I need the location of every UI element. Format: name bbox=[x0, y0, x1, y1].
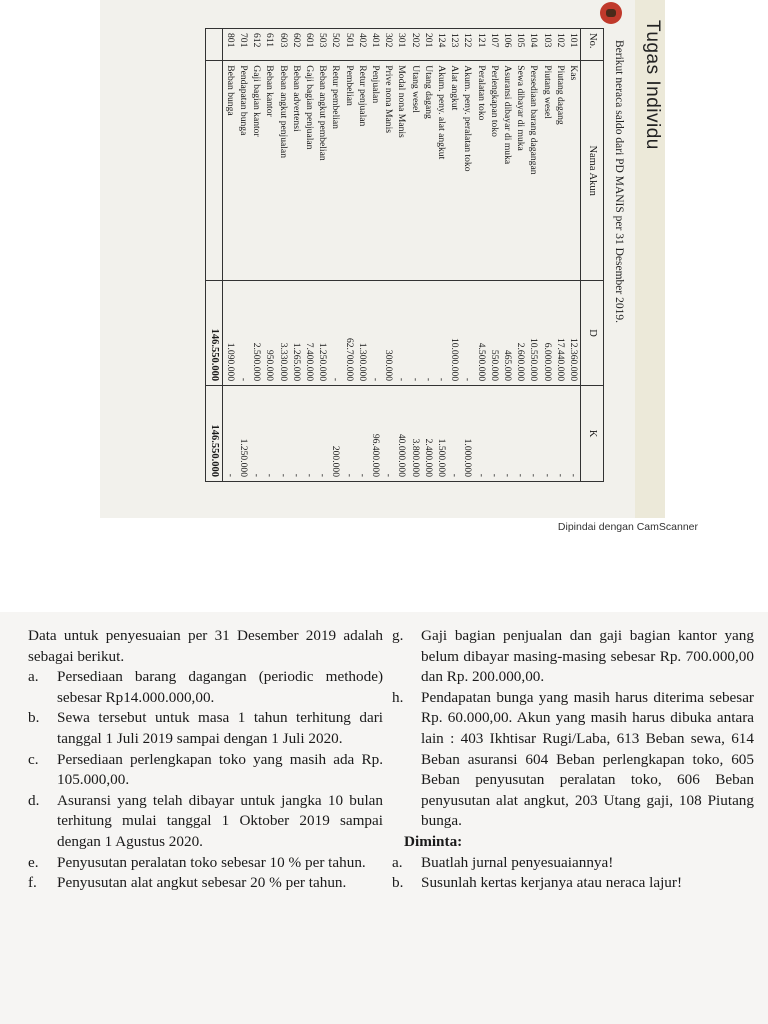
table-row bbox=[421, 29, 434, 482]
left-column bbox=[28, 626, 383, 894]
cell-debit: 3.330.000 bbox=[276, 281, 289, 386]
cell-account-no: 701 bbox=[237, 29, 250, 61]
cell-debit: 4.500.000 bbox=[474, 281, 487, 386]
cell-debit: 7.400.000 bbox=[303, 281, 316, 386]
cell-credit: - bbox=[223, 386, 237, 482]
cell-credit: - bbox=[514, 386, 527, 482]
cell-debit: 62.700.000 bbox=[342, 281, 355, 386]
diminta-heading: Diminta: bbox=[404, 832, 463, 850]
col-header-credit: K bbox=[581, 386, 604, 482]
col-header-no: No. bbox=[581, 29, 604, 61]
list-item bbox=[28, 873, 383, 894]
cell-account-name: Utang wesel bbox=[408, 61, 421, 281]
cell-debit: 1.090.000 bbox=[223, 281, 237, 386]
table-row bbox=[567, 29, 581, 482]
cell-account-name: Penjualan bbox=[369, 61, 382, 281]
list-item-label: a. bbox=[28, 668, 39, 686]
total-blank-no bbox=[206, 29, 223, 61]
cell-debit: - bbox=[395, 281, 408, 386]
table-row bbox=[237, 29, 250, 482]
cell-debit: 1.250.000 bbox=[316, 281, 329, 386]
cell-account-no: 611 bbox=[263, 29, 276, 61]
cell-account-name: Gaji bagian kantor bbox=[250, 61, 263, 281]
cell-account-no: 601 bbox=[303, 29, 316, 61]
book-page bbox=[0, 612, 768, 1024]
cell-account-no: 106 bbox=[501, 29, 514, 61]
table-row bbox=[487, 29, 500, 482]
cell-account-no: 201 bbox=[421, 29, 434, 61]
total-blank-name bbox=[206, 61, 223, 281]
cell-credit: - bbox=[567, 386, 581, 482]
cell-credit: 40.000.000 bbox=[395, 386, 408, 482]
list-item-text: Penyusutan peralatan toko sebesar 10 % per tahun. bbox=[57, 853, 366, 871]
table-row bbox=[276, 29, 289, 482]
cell-debit: 6.000.000 bbox=[540, 281, 553, 386]
cell-account-no: 107 bbox=[487, 29, 500, 61]
diminta-list bbox=[392, 853, 754, 894]
table-row bbox=[501, 29, 514, 482]
total-debit: 146.550.000 bbox=[206, 281, 223, 386]
table-row bbox=[474, 29, 487, 482]
adjustment-list-right bbox=[392, 626, 754, 832]
cell-account-no: 501 bbox=[342, 29, 355, 61]
cell-debit: 950.000 bbox=[263, 281, 276, 386]
table-row bbox=[316, 29, 329, 482]
cell-debit: 2.500.000 bbox=[250, 281, 263, 386]
table-row bbox=[448, 29, 461, 482]
cell-account-no: 124 bbox=[435, 29, 448, 61]
cell-debit: - bbox=[408, 281, 421, 386]
list-item-text: Gaji bagian penjualan dan gaji bagian kantor yang belum dibayar masing-masing sebesar Rp. 700.000,00 dan Rp. 200.000,00. bbox=[421, 627, 754, 686]
list-item bbox=[392, 873, 754, 894]
cell-debit: 1.300.000 bbox=[355, 281, 368, 386]
trial-balance-table bbox=[205, 28, 604, 482]
list-item bbox=[28, 853, 383, 874]
cell-account-name: Prive nona Manis bbox=[382, 61, 395, 281]
cell-account-name: Perlengkapan toko bbox=[487, 61, 500, 281]
cell-credit: 1.000.000 bbox=[461, 386, 474, 482]
cell-account-no: 801 bbox=[223, 29, 237, 61]
list-item-text: Persediaan perlengkapan toko yang masih ada Rp. 105.000,00. bbox=[57, 750, 383, 789]
cell-credit: - bbox=[303, 386, 316, 482]
cell-account-no: 603 bbox=[276, 29, 289, 61]
table-row bbox=[540, 29, 553, 482]
cell-debit: - bbox=[435, 281, 448, 386]
cell-account-name: Beban advertensi bbox=[289, 61, 302, 281]
table-row bbox=[329, 29, 342, 482]
table-row bbox=[263, 29, 276, 482]
list-item-text: Pendapatan bunga yang masih harus diterima sebesar Rp. 60.000,00. Akun yang masih harus dibuka antara lain : 403 Ikhtisar Rugi/Laba, 613 Beban sewa, 614 Beban asuransi 604 Beban perlengkapan toko, 605 Beban penyusutan peralatan toko, 606 Beban penyusutan alat angkut, 203 Utang gaji, 108 Piutang bunga. bbox=[421, 688, 754, 830]
table-body bbox=[223, 29, 581, 482]
table-row bbox=[408, 29, 421, 482]
cell-account-no: 101 bbox=[567, 29, 581, 61]
total-credit: 146.550.000 bbox=[206, 386, 223, 482]
cell-debit: - bbox=[369, 281, 382, 386]
list-item-label: c. bbox=[28, 750, 39, 768]
cell-credit: - bbox=[382, 386, 395, 482]
table-row bbox=[355, 29, 368, 482]
cell-credit: 3.800.000 bbox=[408, 386, 421, 482]
list-item bbox=[28, 667, 383, 708]
cell-account-name: Pendapatan bunga bbox=[237, 61, 250, 281]
cell-credit: 96.400.000 bbox=[369, 386, 382, 482]
cell-debit: 465.000 bbox=[501, 281, 514, 386]
cell-account-name: Beban angkut penjualan bbox=[276, 61, 289, 281]
table-row bbox=[289, 29, 302, 482]
cell-debit: - bbox=[237, 281, 250, 386]
cell-credit: 200.000 bbox=[329, 386, 342, 482]
list-item-text: Asuransi yang telah dibayar untuk jangka 10 bulan terhitung mulai tanggal 1 Oktober 2019 sampai dengan 1 Agustus 2020. bbox=[57, 791, 383, 850]
table-row bbox=[223, 29, 237, 482]
cell-account-no: 302 bbox=[382, 29, 395, 61]
cell-account-name: Peralatan toko bbox=[474, 61, 487, 281]
cell-account-name: Modal nona Manis bbox=[395, 61, 408, 281]
cell-account-name: Beban bunga bbox=[223, 61, 237, 281]
cell-account-name: Beban kantor bbox=[263, 61, 276, 281]
cell-account-name: Kas bbox=[567, 61, 581, 281]
cell-account-name: Retur pembelian bbox=[329, 61, 342, 281]
list-item-label: e. bbox=[28, 853, 39, 871]
cell-account-name: Pembelian bbox=[342, 61, 355, 281]
cell-account-no: 503 bbox=[316, 29, 329, 61]
cell-account-name: Akum. peny. peralatan toko bbox=[461, 61, 474, 281]
cell-credit: - bbox=[289, 386, 302, 482]
right-column bbox=[392, 626, 754, 894]
cell-credit: - bbox=[527, 386, 540, 482]
cell-credit: 1.500.000 bbox=[435, 386, 448, 482]
cell-account-no: 122 bbox=[461, 29, 474, 61]
cell-debit: 17.440.000 bbox=[553, 281, 566, 386]
table-header-row bbox=[581, 29, 604, 482]
list-item-label: a. bbox=[392, 853, 403, 871]
list-item-label: b. bbox=[392, 874, 404, 892]
table-row bbox=[395, 29, 408, 482]
cell-debit: 1.265.000 bbox=[289, 281, 302, 386]
cell-debit: 10.550.000 bbox=[527, 281, 540, 386]
cell-account-name: Retur penjualan bbox=[355, 61, 368, 281]
cell-account-no: 102 bbox=[553, 29, 566, 61]
cell-account-name: Asuransi dibayar di muka bbox=[501, 61, 514, 281]
table-row bbox=[461, 29, 474, 482]
camscanner-watermark: Dipindai dengan CamScanner bbox=[557, 521, 698, 533]
table-row bbox=[527, 29, 540, 482]
table-total-row bbox=[206, 29, 223, 482]
cell-credit: - bbox=[448, 386, 461, 482]
cell-account-no: 103 bbox=[540, 29, 553, 61]
cell-credit: - bbox=[487, 386, 500, 482]
cell-debit: - bbox=[461, 281, 474, 386]
cell-account-no: 402 bbox=[355, 29, 368, 61]
cell-account-name: Piutang dagang bbox=[553, 61, 566, 281]
cell-account-name: Alat angkut bbox=[448, 61, 461, 281]
cell-debit: - bbox=[421, 281, 434, 386]
table-row bbox=[369, 29, 382, 482]
cell-credit: - bbox=[342, 386, 355, 482]
cell-credit: - bbox=[250, 386, 263, 482]
scan-intro: Berikut neraca saldo dari PD MANIS per 31 Desember 2019. bbox=[613, 40, 625, 323]
cell-credit: - bbox=[263, 386, 276, 482]
cell-credit: - bbox=[553, 386, 566, 482]
list-item-text: Persediaan barang dagangan (periodic methode) sebesar Rp14.000.000,00. bbox=[57, 668, 383, 706]
table-row bbox=[303, 29, 316, 482]
cell-debit: 10.000.000 bbox=[448, 281, 461, 386]
list-item bbox=[392, 688, 754, 832]
cell-account-no: 121 bbox=[474, 29, 487, 61]
cell-account-name: Sewa dibayar di muka bbox=[514, 61, 527, 281]
list-item bbox=[392, 853, 754, 874]
list-item-text: Sewa tersebut untuk masa 1 tahun terhitung dari tanggal 1 Juli 2019 sampai dengan 1 Juli 2020. bbox=[57, 709, 383, 747]
cell-account-name: Utang dagang bbox=[421, 61, 434, 281]
table-row bbox=[514, 29, 527, 482]
list-item-label: d. bbox=[28, 791, 40, 809]
cell-credit: - bbox=[355, 386, 368, 482]
cell-account-name: Akum. peny. alat angkut bbox=[435, 61, 448, 281]
cell-account-name: Persediaan barang dagangan bbox=[527, 61, 540, 281]
list-item-text: Buatlah jurnal penyesuaiannya! bbox=[421, 853, 614, 871]
adjustment-intro: Data untuk penyesuaian per 31 Desember 2019 adalah sebagai berikut. bbox=[28, 627, 383, 665]
cell-account-no: 602 bbox=[289, 29, 302, 61]
cell-credit: - bbox=[474, 386, 487, 482]
cell-account-no: 301 bbox=[395, 29, 408, 61]
table-row bbox=[553, 29, 566, 482]
list-item bbox=[28, 708, 383, 749]
list-item bbox=[28, 791, 383, 853]
cell-debit: 550.000 bbox=[487, 281, 500, 386]
cell-account-no: 202 bbox=[408, 29, 421, 61]
table-row bbox=[435, 29, 448, 482]
cell-account-no: 104 bbox=[527, 29, 540, 61]
cell-debit: 300.000 bbox=[382, 281, 395, 386]
cell-account-name: Beban angkut pembelian bbox=[316, 61, 329, 281]
cell-debit: - bbox=[329, 281, 342, 386]
table-row bbox=[342, 29, 355, 482]
table-row bbox=[250, 29, 263, 482]
rotated-content bbox=[100, 0, 665, 518]
cell-account-no: 502 bbox=[329, 29, 342, 61]
cell-credit: - bbox=[276, 386, 289, 482]
cell-account-no: 612 bbox=[250, 29, 263, 61]
cell-account-name: Piutang wesel bbox=[540, 61, 553, 281]
list-item-label: b. bbox=[28, 709, 40, 727]
table-row bbox=[382, 29, 395, 482]
col-header-name: Nama Akun bbox=[581, 61, 604, 281]
list-item bbox=[392, 626, 754, 688]
cell-account-no: 401 bbox=[369, 29, 382, 61]
cell-account-name: Gaji bagian penjualan bbox=[303, 61, 316, 281]
cell-credit: - bbox=[316, 386, 329, 482]
adjustment-list-left bbox=[28, 667, 383, 894]
list-item-label: f. bbox=[28, 874, 37, 892]
list-item-text: Susunlah kertas kerjanya atau neraca lajur! bbox=[421, 874, 683, 892]
col-header-debit: D bbox=[581, 281, 604, 386]
cell-debit: 12.360.000 bbox=[567, 281, 581, 386]
list-item-label: h. bbox=[392, 688, 404, 706]
cell-account-no: 105 bbox=[514, 29, 527, 61]
cell-credit: - bbox=[501, 386, 514, 482]
list-item-label: g. bbox=[392, 627, 404, 644]
cell-debit: 2.600.000 bbox=[514, 281, 527, 386]
cell-credit: - bbox=[540, 386, 553, 482]
cell-credit: 2.400.000 bbox=[421, 386, 434, 482]
cell-account-no: 123 bbox=[448, 29, 461, 61]
scanned-trial-balance-page bbox=[100, 0, 665, 518]
list-item bbox=[28, 750, 383, 791]
scan-title: Tugas Individu bbox=[642, 20, 663, 150]
list-item-text: Penyusutan alat angkut sebesar 20 % per tahun. bbox=[57, 874, 347, 892]
cell-credit: 1.250.000 bbox=[237, 386, 250, 482]
